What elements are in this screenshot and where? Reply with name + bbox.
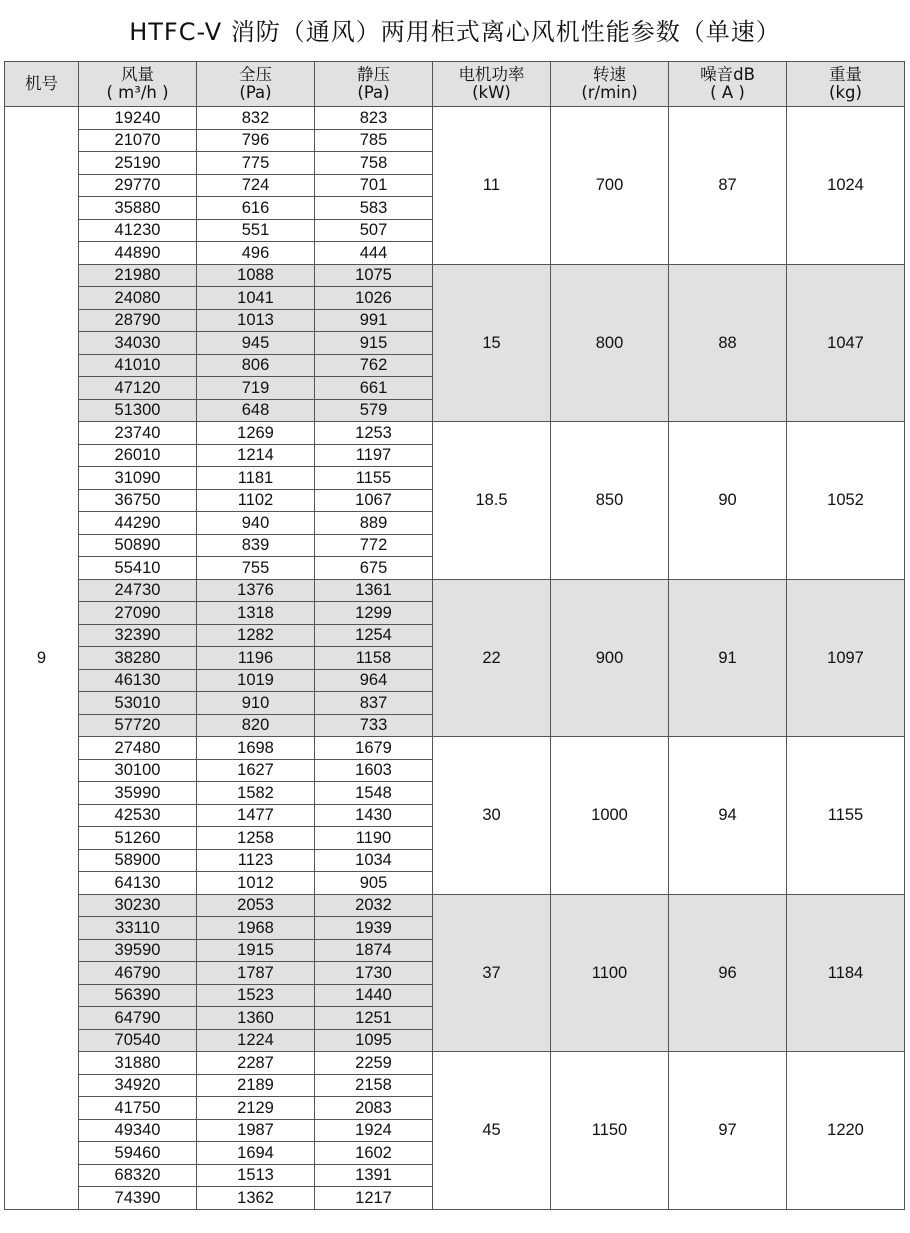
model-cell: 9 xyxy=(5,107,79,1210)
static-pressure-cell: 1430 xyxy=(315,804,433,827)
static-pressure-cell: 1874 xyxy=(315,939,433,962)
airflow-cell: 35880 xyxy=(79,197,197,220)
static-pressure-cell: 964 xyxy=(315,669,433,692)
static-pressure-cell: 1034 xyxy=(315,849,433,872)
total-pressure-cell: 820 xyxy=(197,714,315,737)
static-pressure-cell: 579 xyxy=(315,399,433,422)
table-row xyxy=(5,579,905,602)
airflow-cell: 56390 xyxy=(79,984,197,1007)
static-pressure-cell: 1026 xyxy=(315,287,433,310)
static-pressure-cell: 1440 xyxy=(315,984,433,1007)
static-pressure-cell: 1939 xyxy=(315,917,433,940)
airflow-cell: 41230 xyxy=(79,219,197,242)
static-pressure-cell: 2032 xyxy=(315,894,433,917)
power-cell: 11 xyxy=(433,107,551,265)
power-cell: 45 xyxy=(433,1052,551,1210)
airflow-cell: 36750 xyxy=(79,489,197,512)
header-speed: 转速 (r/min) xyxy=(551,62,669,107)
airflow-cell: 35990 xyxy=(79,782,197,805)
noise-cell: 97 xyxy=(669,1052,787,1210)
total-pressure-cell: 945 xyxy=(197,332,315,355)
airflow-cell: 39590 xyxy=(79,939,197,962)
noise-cell: 90 xyxy=(669,422,787,580)
total-pressure-cell: 1214 xyxy=(197,444,315,467)
airflow-cell: 26010 xyxy=(79,444,197,467)
table-row xyxy=(5,264,905,287)
airflow-cell: 53010 xyxy=(79,692,197,715)
total-pressure-cell: 1088 xyxy=(197,264,315,287)
total-pressure-cell: 1987 xyxy=(197,1119,315,1142)
total-pressure-cell: 1787 xyxy=(197,962,315,985)
header-model: 机号 xyxy=(5,62,79,107)
power-cell: 37 xyxy=(433,894,551,1052)
speed-cell: 1100 xyxy=(551,894,669,1052)
weight-cell: 1024 xyxy=(787,107,905,265)
airflow-cell: 30230 xyxy=(79,894,197,917)
speed-cell: 850 xyxy=(551,422,669,580)
static-pressure-cell: 661 xyxy=(315,377,433,400)
speed-cell: 1150 xyxy=(551,1052,669,1210)
airflow-cell: 59460 xyxy=(79,1142,197,1165)
total-pressure-cell: 1269 xyxy=(197,422,315,445)
total-pressure-cell: 1360 xyxy=(197,1007,315,1030)
noise-cell: 96 xyxy=(669,894,787,1052)
total-pressure-cell: 2287 xyxy=(197,1052,315,1075)
static-pressure-cell: 1391 xyxy=(315,1164,433,1187)
header-weight: 重量 (kg) xyxy=(787,62,905,107)
static-pressure-cell: 1299 xyxy=(315,602,433,625)
airflow-cell: 64790 xyxy=(79,1007,197,1030)
static-pressure-cell: 701 xyxy=(315,174,433,197)
power-cell: 15 xyxy=(433,264,551,422)
airflow-cell: 25190 xyxy=(79,152,197,175)
static-pressure-cell: 1095 xyxy=(315,1029,433,1052)
airflow-cell: 33110 xyxy=(79,917,197,940)
total-pressure-cell: 719 xyxy=(197,377,315,400)
airflow-cell: 68320 xyxy=(79,1164,197,1187)
airflow-cell: 21070 xyxy=(79,129,197,152)
static-pressure-cell: 1075 xyxy=(315,264,433,287)
static-pressure-cell: 1067 xyxy=(315,489,433,512)
static-pressure-cell: 1217 xyxy=(315,1187,433,1210)
total-pressure-cell: 910 xyxy=(197,692,315,715)
airflow-cell: 42530 xyxy=(79,804,197,827)
weight-cell: 1047 xyxy=(787,264,905,422)
airflow-cell: 31090 xyxy=(79,467,197,490)
total-pressure-cell: 1224 xyxy=(197,1029,315,1052)
static-pressure-cell: 733 xyxy=(315,714,433,737)
table-row xyxy=(5,1052,905,1075)
airflow-cell: 47120 xyxy=(79,377,197,400)
performance-table xyxy=(4,61,905,1210)
airflow-cell: 44290 xyxy=(79,512,197,535)
noise-cell: 91 xyxy=(669,579,787,737)
airflow-cell: 50890 xyxy=(79,534,197,557)
static-pressure-cell: 2158 xyxy=(315,1074,433,1097)
total-pressure-cell: 496 xyxy=(197,242,315,265)
static-pressure-cell: 1155 xyxy=(315,467,433,490)
table-body xyxy=(5,107,905,1210)
airflow-cell: 38280 xyxy=(79,647,197,670)
total-pressure-cell: 832 xyxy=(197,107,315,130)
total-pressure-cell: 2053 xyxy=(197,894,315,917)
speed-cell: 800 xyxy=(551,264,669,422)
header-noise: 噪音dB ( A ) xyxy=(669,62,787,107)
total-pressure-cell: 839 xyxy=(197,534,315,557)
table-row xyxy=(5,737,905,760)
total-pressure-cell: 1582 xyxy=(197,782,315,805)
airflow-cell: 58900 xyxy=(79,849,197,872)
total-pressure-cell: 1318 xyxy=(197,602,315,625)
header-static-pressure: 静压 (Pa) xyxy=(315,62,433,107)
airflow-cell: 44890 xyxy=(79,242,197,265)
airflow-cell: 21980 xyxy=(79,264,197,287)
total-pressure-cell: 1258 xyxy=(197,827,315,850)
static-pressure-cell: 889 xyxy=(315,512,433,535)
airflow-cell: 51300 xyxy=(79,399,197,422)
static-pressure-cell: 1253 xyxy=(315,422,433,445)
static-pressure-cell: 905 xyxy=(315,872,433,895)
header-total-pressure: 全压 (Pa) xyxy=(197,62,315,107)
airflow-cell: 27090 xyxy=(79,602,197,625)
static-pressure-cell: 772 xyxy=(315,534,433,557)
airflow-cell: 27480 xyxy=(79,737,197,760)
static-pressure-cell: 1602 xyxy=(315,1142,433,1165)
static-pressure-cell: 991 xyxy=(315,309,433,332)
weight-cell: 1155 xyxy=(787,737,905,895)
total-pressure-cell: 1196 xyxy=(197,647,315,670)
total-pressure-cell: 775 xyxy=(197,152,315,175)
total-pressure-cell: 1698 xyxy=(197,737,315,760)
airflow-cell: 29770 xyxy=(79,174,197,197)
total-pressure-cell: 940 xyxy=(197,512,315,535)
airflow-cell: 34920 xyxy=(79,1074,197,1097)
header-airflow: 风量 ( m³/h ) xyxy=(79,62,197,107)
static-pressure-cell: 785 xyxy=(315,129,433,152)
airflow-cell: 19240 xyxy=(79,107,197,130)
static-pressure-cell: 1251 xyxy=(315,1007,433,1030)
airflow-cell: 46130 xyxy=(79,669,197,692)
total-pressure-cell: 1282 xyxy=(197,624,315,647)
airflow-cell: 55410 xyxy=(79,557,197,580)
static-pressure-cell: 444 xyxy=(315,242,433,265)
total-pressure-cell: 796 xyxy=(197,129,315,152)
airflow-cell: 28790 xyxy=(79,309,197,332)
airflow-cell: 57720 xyxy=(79,714,197,737)
static-pressure-cell: 1190 xyxy=(315,827,433,850)
speed-cell: 700 xyxy=(551,107,669,265)
static-pressure-cell: 1548 xyxy=(315,782,433,805)
total-pressure-cell: 724 xyxy=(197,174,315,197)
total-pressure-cell: 1041 xyxy=(197,287,315,310)
total-pressure-cell: 755 xyxy=(197,557,315,580)
power-cell: 18.5 xyxy=(433,422,551,580)
airflow-cell: 24080 xyxy=(79,287,197,310)
total-pressure-cell: 806 xyxy=(197,354,315,377)
airflow-cell: 23740 xyxy=(79,422,197,445)
static-pressure-cell: 823 xyxy=(315,107,433,130)
weight-cell: 1184 xyxy=(787,894,905,1052)
header-power: 电机功率 (kW) xyxy=(433,62,551,107)
total-pressure-cell: 1362 xyxy=(197,1187,315,1210)
total-pressure-cell: 1915 xyxy=(197,939,315,962)
total-pressure-cell: 551 xyxy=(197,219,315,242)
airflow-cell: 41750 xyxy=(79,1097,197,1120)
static-pressure-cell: 2083 xyxy=(315,1097,433,1120)
static-pressure-cell: 1197 xyxy=(315,444,433,467)
noise-cell: 94 xyxy=(669,737,787,895)
total-pressure-cell: 1627 xyxy=(197,759,315,782)
power-cell: 30 xyxy=(433,737,551,895)
static-pressure-cell: 675 xyxy=(315,557,433,580)
airflow-cell: 49340 xyxy=(79,1119,197,1142)
total-pressure-cell: 1694 xyxy=(197,1142,315,1165)
static-pressure-cell: 837 xyxy=(315,692,433,715)
weight-cell: 1220 xyxy=(787,1052,905,1210)
airflow-cell: 51260 xyxy=(79,827,197,850)
airflow-cell: 41010 xyxy=(79,354,197,377)
total-pressure-cell: 1523 xyxy=(197,984,315,1007)
total-pressure-cell: 1123 xyxy=(197,849,315,872)
speed-cell: 900 xyxy=(551,579,669,737)
airflow-cell: 70540 xyxy=(79,1029,197,1052)
weight-cell: 1097 xyxy=(787,579,905,737)
noise-cell: 87 xyxy=(669,107,787,265)
total-pressure-cell: 1968 xyxy=(197,917,315,940)
airflow-cell: 30100 xyxy=(79,759,197,782)
airflow-cell: 64130 xyxy=(79,872,197,895)
total-pressure-cell: 1102 xyxy=(197,489,315,512)
total-pressure-cell: 1013 xyxy=(197,309,315,332)
total-pressure-cell: 616 xyxy=(197,197,315,220)
total-pressure-cell: 1376 xyxy=(197,579,315,602)
static-pressure-cell: 758 xyxy=(315,152,433,175)
total-pressure-cell: 1477 xyxy=(197,804,315,827)
table-row xyxy=(5,107,905,130)
static-pressure-cell: 1730 xyxy=(315,962,433,985)
static-pressure-cell: 1254 xyxy=(315,624,433,647)
static-pressure-cell: 762 xyxy=(315,354,433,377)
static-pressure-cell: 1158 xyxy=(315,647,433,670)
static-pressure-cell: 915 xyxy=(315,332,433,355)
noise-cell: 88 xyxy=(669,264,787,422)
total-pressure-cell: 1181 xyxy=(197,467,315,490)
total-pressure-cell: 1513 xyxy=(197,1164,315,1187)
airflow-cell: 34030 xyxy=(79,332,197,355)
total-pressure-cell: 648 xyxy=(197,399,315,422)
total-pressure-cell: 1019 xyxy=(197,669,315,692)
static-pressure-cell: 1679 xyxy=(315,737,433,760)
airflow-cell: 32390 xyxy=(79,624,197,647)
total-pressure-cell: 2189 xyxy=(197,1074,315,1097)
static-pressure-cell: 1603 xyxy=(315,759,433,782)
table-header-row xyxy=(5,62,905,107)
page-title: HTFC-V 消防（通风）两用柜式离心风机性能参数（单速） xyxy=(129,18,781,46)
power-cell: 22 xyxy=(433,579,551,737)
airflow-cell: 74390 xyxy=(79,1187,197,1210)
airflow-cell: 24730 xyxy=(79,579,197,602)
static-pressure-cell: 1361 xyxy=(315,579,433,602)
airflow-cell: 31880 xyxy=(79,1052,197,1075)
static-pressure-cell: 2259 xyxy=(315,1052,433,1075)
airflow-cell: 46790 xyxy=(79,962,197,985)
total-pressure-cell: 2129 xyxy=(197,1097,315,1120)
static-pressure-cell: 507 xyxy=(315,219,433,242)
table-row xyxy=(5,894,905,917)
table-row xyxy=(5,422,905,445)
weight-cell: 1052 xyxy=(787,422,905,580)
static-pressure-cell: 583 xyxy=(315,197,433,220)
static-pressure-cell: 1924 xyxy=(315,1119,433,1142)
total-pressure-cell: 1012 xyxy=(197,872,315,895)
speed-cell: 1000 xyxy=(551,737,669,895)
